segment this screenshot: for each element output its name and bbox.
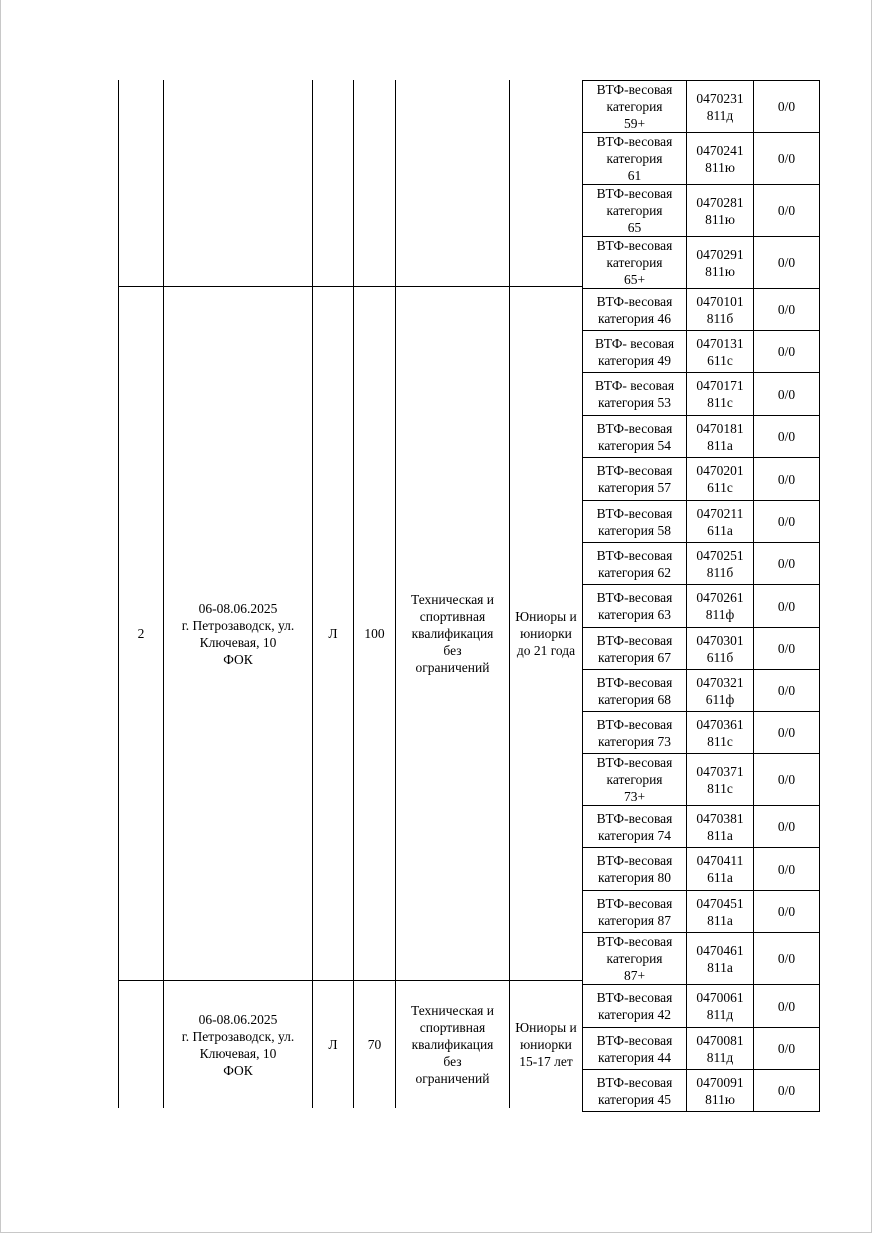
category-cell: ВТФ-весовая категория 42 (583, 985, 687, 1028)
weight-categories-table (582, 80, 820, 1112)
code-cell: 0470081 811д (687, 1028, 754, 1070)
table-row (583, 133, 820, 185)
participants-count: 70 (367, 1037, 382, 1052)
value-cell: 0/0 (754, 1070, 820, 1112)
table-row (583, 628, 820, 670)
category-cell: ВТФ-весовая категория 44 (583, 1028, 687, 1070)
value-cell: 0/0 (754, 81, 820, 133)
date-place: 06-08.06.2025 г. Петрозаводск, ул. Ключевая, 10 ФОК (181, 1011, 295, 1078)
table-row (583, 416, 820, 458)
value-cell: 0/0 (754, 985, 820, 1028)
table-row (583, 712, 820, 754)
value-cell: 0/0 (754, 1028, 820, 1070)
code-cell: 0470291 811ю (687, 237, 754, 289)
code-cell: 0470181 811а (687, 416, 754, 458)
code-cell: 0470261 811ф (687, 585, 754, 628)
code-cell: 0470251 811б (687, 543, 754, 585)
table-row (583, 373, 820, 416)
category-cell: ВТФ-весовая категория 46 (583, 289, 687, 331)
value-cell: 0/0 (754, 133, 820, 185)
table-row (583, 543, 820, 585)
table-row (583, 1028, 820, 1070)
value-cell: 0/0 (754, 712, 820, 754)
table-row (583, 933, 820, 985)
code-cell: 0470171 811с (687, 373, 754, 416)
page-edge-left (0, 0, 1, 1233)
code-cell: 0470061 811д (687, 985, 754, 1028)
category-cell: ВТФ-весовая категория 61 (583, 133, 687, 185)
age-group: Юниоры и юниорки 15-17 лет (515, 1020, 577, 1069)
category-cell: ВТФ-весовая категория 57 (583, 458, 687, 501)
value-cell: 0/0 (754, 185, 820, 237)
code-cell: 0470411 611а (687, 848, 754, 891)
code-cell: 0470131 611с (687, 331, 754, 373)
code-cell: 0470091 811ю (687, 1070, 754, 1112)
table-row (583, 754, 820, 806)
category-cell: ВТФ-весовая категория 63 (583, 585, 687, 628)
value-cell: 0/0 (754, 458, 820, 501)
table-row (583, 585, 820, 628)
code-cell: 0470451 811а (687, 891, 754, 933)
value-cell: 0/0 (754, 416, 820, 458)
value-cell: 0/0 (754, 933, 820, 985)
value-cell: 0/0 (754, 585, 820, 628)
value-cell: 0/0 (754, 754, 820, 806)
code-cell: 0470371 811с (687, 754, 754, 806)
value-cell: 0/0 (754, 848, 820, 891)
value-cell: 0/0 (754, 543, 820, 585)
table-row (583, 237, 820, 289)
code-cell: 0470321 611ф (687, 670, 754, 712)
qualification: Техническая и спортивная квалификация без ограничений (410, 1003, 494, 1086)
date-place: 06-08.06.2025 г. Петрозаводск, ул. Ключевая, 10 ФОК (181, 600, 295, 667)
category-cell: ВТФ-весовая категория 87+ (583, 933, 687, 985)
value-cell: 0/0 (754, 806, 820, 848)
category-cell: ВТФ-весовая категория 74 (583, 806, 687, 848)
value-cell: 0/0 (754, 628, 820, 670)
value-cell: 0/0 (754, 670, 820, 712)
table-row (583, 331, 820, 373)
code-cell: 0470201 611с (687, 458, 754, 501)
value-cell: 0/0 (754, 891, 820, 933)
table-row (583, 848, 820, 891)
category-cell: ВТФ-весовая категория 73+ (583, 754, 687, 806)
category-cell: ВТФ-весовая категория 80 (583, 848, 687, 891)
code-cell: 0470231 811д (687, 81, 754, 133)
table-row (583, 985, 820, 1028)
code-cell: 0470301 611б (687, 628, 754, 670)
category-cell: ВТФ-весовая категория 68 (583, 670, 687, 712)
category-cell: ВТФ-весовая категория 65 (583, 185, 687, 237)
category-cell: ВТФ-весовая категория 73 (583, 712, 687, 754)
value-cell: 0/0 (754, 501, 820, 543)
table-row (583, 501, 820, 543)
code-cell: 0470211 611а (687, 501, 754, 543)
category-cell: ВТФ- весовая категория 53 (583, 373, 687, 416)
category-cell: ВТФ- весовая категория 49 (583, 331, 687, 373)
type-letter: Л (328, 626, 338, 641)
value-cell: 0/0 (754, 289, 820, 331)
table-row (583, 806, 820, 848)
code-cell: 0470281 811ю (687, 185, 754, 237)
age-group: Юниоры и юниорки до 21 года (515, 609, 577, 658)
category-cell: ВТФ-весовая категория 67 (583, 628, 687, 670)
code-cell: 0470241 811ю (687, 133, 754, 185)
category-cell: ВТФ-весовая категория 58 (583, 501, 687, 543)
category-cell: ВТФ-весовая категория 45 (583, 1070, 687, 1112)
value-cell: 0/0 (754, 237, 820, 289)
category-cell: ВТФ-весовая категория 59+ (583, 81, 687, 133)
code-cell: 0470461 811а (687, 933, 754, 985)
code-cell: 0470361 811с (687, 712, 754, 754)
table-row (583, 1070, 820, 1112)
value-cell: 0/0 (754, 373, 820, 416)
category-cell: ВТФ-весовая категория 65+ (583, 237, 687, 289)
table-row (583, 81, 820, 133)
type-letter: Л (328, 1037, 338, 1052)
table-row (583, 185, 820, 237)
code-cell: 0470381 811а (687, 806, 754, 848)
table-row (583, 670, 820, 712)
category-cell: ВТФ-весовая категория 62 (583, 543, 687, 585)
table-row (583, 891, 820, 933)
category-cell: ВТФ-весовая категория 54 (583, 416, 687, 458)
participants-count: 100 (364, 626, 385, 641)
qualification: Техническая и спортивная квалификация без ограничений (410, 592, 494, 675)
table-row (583, 458, 820, 501)
code-cell: 0470101 811б (687, 289, 754, 331)
value-cell: 0/0 (754, 331, 820, 373)
category-cell: ВТФ-весовая категория 87 (583, 891, 687, 933)
group-number: 2 (137, 626, 145, 641)
table-row (583, 289, 820, 331)
